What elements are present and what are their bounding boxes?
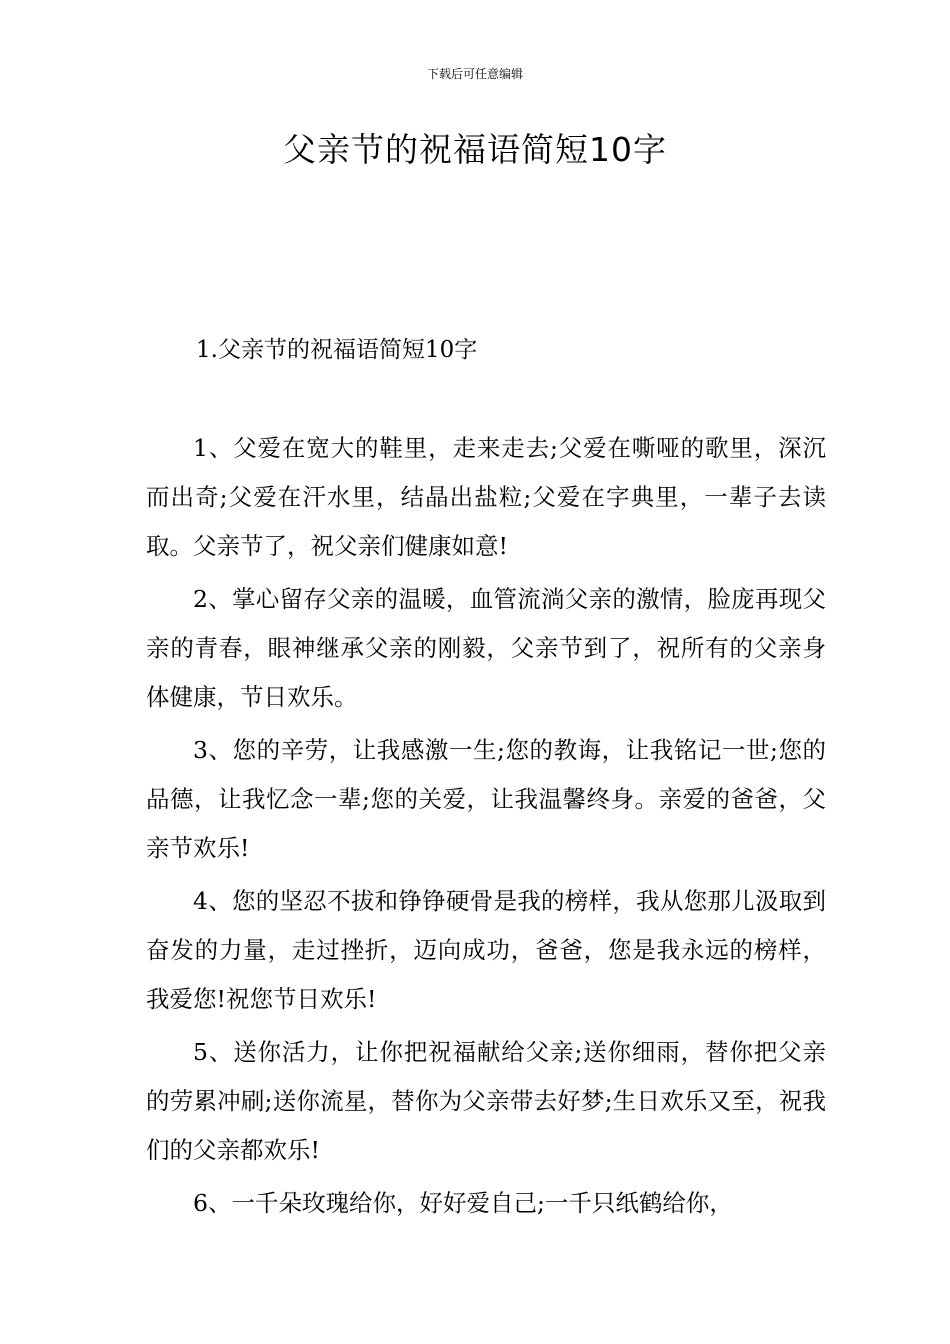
paragraph-2: 2、掌心留存父亲的温暖，血管流淌父亲的激情，脸庞再现父亲的青春，眼神继承父亲的刚毅，父亲节到了，祝所有的父亲身体健康，节日欢乐。 bbox=[146, 585, 826, 711]
paragraph-5: 5、送你活力，让你把祝福献给父亲;送你细雨，替你把父亲的劳累冲刷;送你流星，替你为父亲带去好梦;生日欢乐又至，祝我们的父亲都欢乐! bbox=[146, 1038, 826, 1164]
section-heading: 1.父亲节的祝福语简短10字 bbox=[196, 337, 478, 363]
paragraph-1: 1、父爱在宽大的鞋里，走来走去;父爱在嘶哑的歌里，深沉而出奇;父爱在汗水里，结晶出盐粒;父爱在字典里，一辈子去读取。父亲节了，祝父亲们健康如意! bbox=[146, 434, 826, 560]
document-body bbox=[146, 424, 826, 1232]
paragraph-4: 4、您的坚忍不拔和铮铮硬骨是我的榜样，我从您那儿汲取到奋发的力量，走过挫折，迈向成功，爸爸，您是我永远的榜样，我爱您!祝您节日欢乐! bbox=[146, 887, 826, 1013]
header-note: 下载后可任意编辑 bbox=[426, 67, 523, 81]
document-title: 父亲节的祝福语简短10字 bbox=[283, 130, 667, 169]
paragraph-3: 3、您的辛劳，让我感激一生;您的教诲，让我铭记一世;您的品德，让我忆念一辈;您的关爱，让我温馨终身。亲爱的爸爸，父亲节欢乐! bbox=[146, 736, 826, 862]
paragraph-6: 6、一千朵玫瑰给你，好好爱自己;一千只纸鹤给你， bbox=[193, 1189, 733, 1217]
